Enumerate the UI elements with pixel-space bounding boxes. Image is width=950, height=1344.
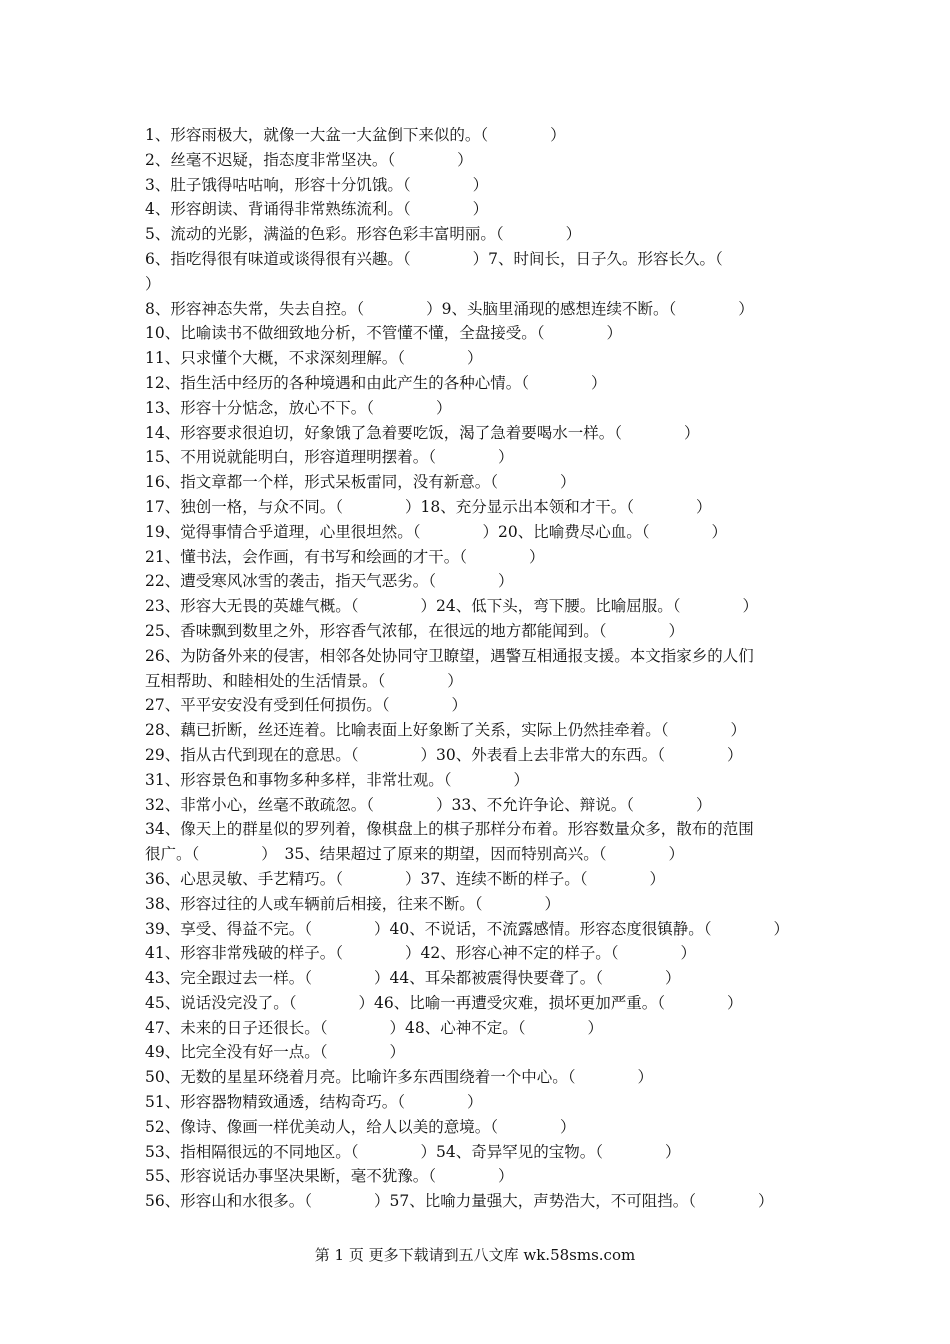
question-line: 25、香味飘到数里之外，形容香气浓郁，在很远的地方都能闻到。（ ） — [145, 621, 684, 640]
question-line: 15、不用说就能明白，形容道理明摆着。（ ） — [145, 448, 514, 467]
question-line: 27、平平安安没有受到任何损伤。（ ） — [145, 696, 467, 715]
question-line: 45、说话没完没了。（ ）46、比喻一再遭受灾难，损坏更加严重。（ ） — [145, 993, 743, 1012]
question-line: 1、形容雨极大，就像一大盆一大盆倒下来似的。（ ） — [145, 126, 566, 144]
question-line: 32、非常小心，丝毫不敢疏忽。（ ）33、不允许争论、辩说。（ ） — [145, 795, 712, 814]
question-line: 19、觉得事情合乎道理，心里很坦然。（ ）20、比喻费尽心血。（ ） — [145, 522, 727, 541]
question-line: 41、形容非常残破的样子。（ ）42、形容心神不定的样子。（ ） — [145, 944, 696, 963]
question-list — [145, 123, 813, 1214]
question-line: 43、完全跟过去一样。（ ）44、耳朵都被震得快要聋了。（ ） — [145, 969, 681, 988]
question-line: 10、比喻读书不做细致地分析，不管懂不懂，全盘接受。（ ） — [145, 324, 622, 343]
question-line: 51、形容器物精致通透，结构奇巧。（ ） — [145, 1093, 483, 1112]
question-line: 6、指吃得很有味道或谈得很有兴趣。（ ）7、时间长，日子久。形容长久。（ — [145, 249, 723, 268]
question-line: 34、像天上的群星似的罗列着，像棋盘上的棋子那样分布着。形容数量众多，散布的范围 — [145, 820, 754, 839]
question-line: 16、指文章都一个样，形式呆板雷同，没有新意。（ ） — [145, 473, 576, 492]
question-line: 2、丝毫不迟疑，指态度非常坚决。（ ） — [145, 150, 473, 169]
question-line: 36、心思灵敏、手艺精巧。（ ）37、连续不断的样子。（ ） — [145, 869, 665, 888]
question-line: 4、形容朗读、背诵得非常熟练流利。（ ） — [145, 200, 489, 219]
question-line: 23、形容大无畏的英雄气概。（ ）24、低下头，弯下腰。比喻屈服。（ ） — [145, 597, 758, 616]
question-line: 39、享受、得益不完。（ ）40、不说话，不流露感情。形容态度很镇静。（ ） — [145, 919, 789, 938]
question-line: 13、形容十分惦念，放心不下。（ ） — [145, 398, 452, 417]
question-line: 11、只求懂个大概，不求深刻理解。（ ） — [145, 349, 483, 368]
question-line: 互相帮助、和睦相处的生活情景。（ ） — [145, 671, 463, 690]
question-line: 28、藕已折断，丝还连着。比喻表面上好象断了关系，实际上仍然挂牵着。（ ） — [145, 721, 746, 740]
question-line: 17、独创一格，与众不同。（ ）18、充分显示出本领和才干。（ ） — [145, 497, 712, 516]
question-line: 52、像诗、像画一样优美动人，给人以美的意境。（ ） — [145, 1117, 576, 1136]
question-line: 26、为防备外来的侵害，相邻各处协同守卫瞭望，遇警互相通报支援。本文指家乡的人们 — [145, 646, 754, 665]
question-line: 38、形容过往的人或车辆前后相接，往来不断。（ ） — [145, 894, 560, 913]
question-line: 3、肚子饿得咕咕响，形容十分饥饿。（ ） — [145, 175, 489, 194]
question-line: 22、遭受寒风冰雪的袭击，指天气恶劣。（ ） — [145, 572, 514, 591]
question-line: 56、形容山和水很多。（ ）57、比喻力量强大，声势浩大，不可阻挡。（ ） — [145, 1192, 774, 1211]
question-line: 14、形容要求很迫切，好象饿了急着要吃饭，渴了急着要喝水一样。（ ） — [145, 423, 700, 442]
question-line: 5、流动的光影，满溢的色彩。形容色彩丰富明丽。（ ） — [145, 225, 582, 244]
question-line: 21、懂书法，会作画，有书写和绘画的才干。（ ） — [145, 547, 545, 566]
question-line: 50、无数的星星环绕着月亮。比喻许多东西围绕着一个中心。（ ） — [145, 1068, 653, 1087]
question-line: 55、形容说话办事坚决果断，毫不犹豫。（ ） — [145, 1167, 514, 1186]
question-line: 29、指从古代到现在的意思。（ ）30、外表看上去非常大的东西。（ ） — [145, 745, 743, 764]
question-line: ） — [145, 274, 161, 293]
question-line: 53、指相隔很远的不同地区。（ ）54、奇异罕见的宝物。（ ） — [145, 1142, 681, 1161]
question-line: 31、形容景色和事物多种多样，非常壮观。（ ） — [145, 770, 529, 789]
question-line: 47、未来的日子还很长。（ ）48、心神不定。（ ） — [145, 1018, 603, 1037]
page-footer: 第 1 页 更多下载请到五八文库 wk.58sms.com — [314, 1246, 636, 1264]
question-line: 很广。（ ） 35、结果超过了原来的期望，因而特别高兴。（ ） — [145, 845, 684, 864]
question-line: 49、比完全没有好一点。（ ） — [145, 1043, 405, 1062]
question-line: 12、指生活中经历的各种境遇和由此产生的各种心情。（ ） — [145, 373, 607, 392]
question-line: 8、形容神态失常，失去自控。（ ）9、头脑里涌现的感想连续不断。（ ） — [145, 299, 754, 318]
